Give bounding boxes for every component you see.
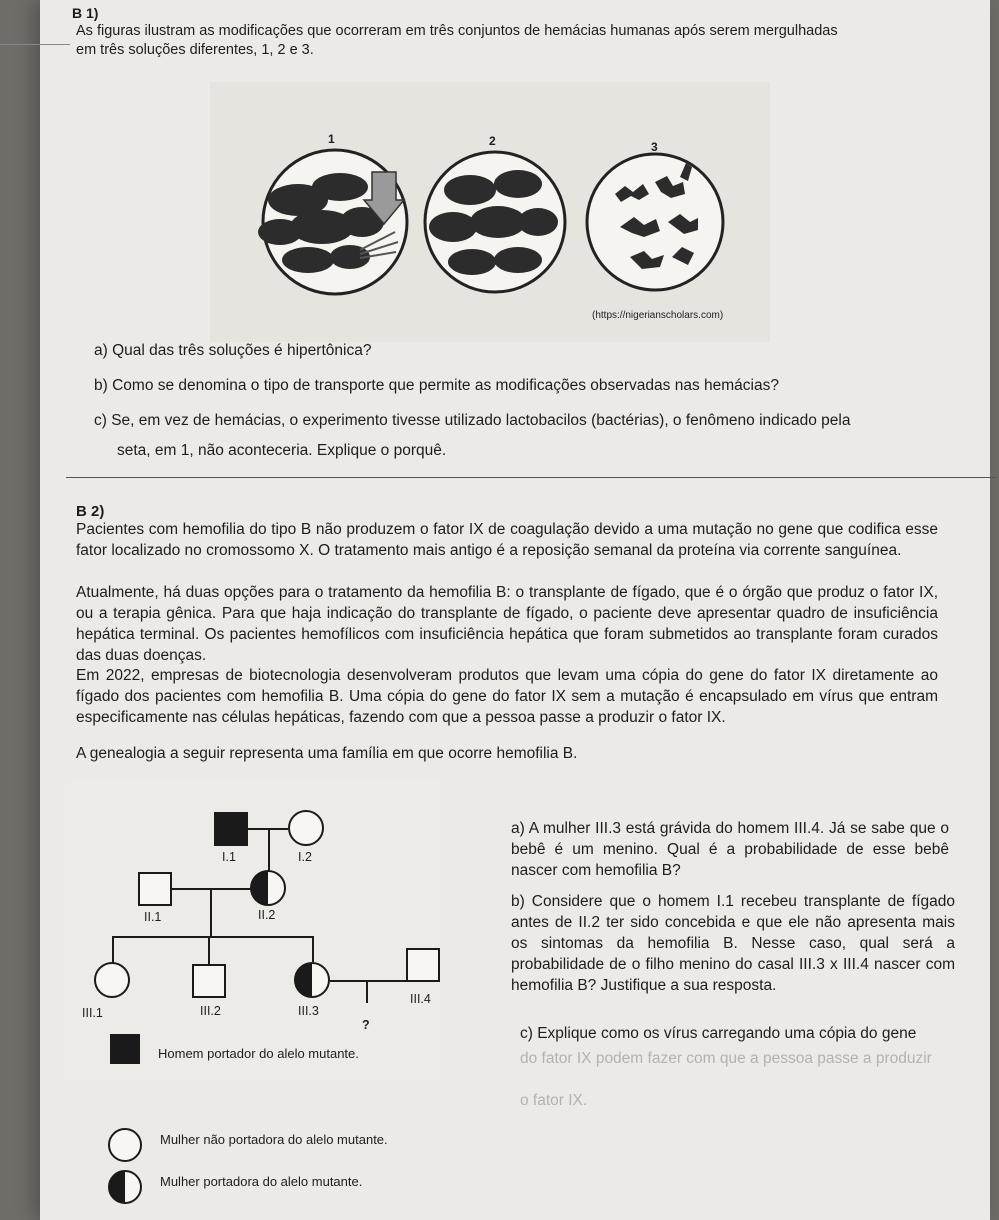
figure-label-2: 2 xyxy=(489,134,496,148)
pedigree-III1-female xyxy=(94,962,130,998)
descent-line xyxy=(312,936,314,962)
pedigree-label-I1: I.1 xyxy=(222,850,236,864)
question-b1-c: c) Se, em vez de hemácias, o experimento tivesse utilizado lactobacilos (bactérias), o fenômeno indicado pela xyxy=(94,412,851,429)
question-b2-a: a) A mulher III.3 está grávida do homem III.4. Já se sabe que o bebê é um menino. Qual é a probabilidade de esse bebê nascer com hemofilia B? xyxy=(511,820,949,879)
pedigree-label-II1: II.1 xyxy=(144,910,162,924)
section-divider xyxy=(66,477,996,478)
descent-line xyxy=(208,936,210,964)
pedigree-label-III4: III.4 xyxy=(410,992,431,1006)
question-b2-c-continued-2: o fator IX. xyxy=(520,1092,588,1109)
descent-line xyxy=(112,936,114,964)
question-b2-b: b) Considere que o homem I.1 recebeu transplante de fígado antes de II.2 ter sido concebida e que ele não apresenta mais os sintomas da hemofilia B. Nesse caso, qual será a probabilidade de o filho menino do casal III.3 x III.4 nascer com hemofilia B? Justifique a sua resposta. xyxy=(511,893,955,994)
solution-3-circle xyxy=(587,154,723,290)
question-b2-paragraph-2: Atualmente, há duas opções para o tratamento da hemofilia B: o transplante de fígado, que é o órgão que produz o fator IX, ou a terapia gênica. Para que haja indicação do transplante de fígado, o paciente deve apresentar quadro de insuficiência hepática terminal. Os pacientes hemofílicos com insuficiência hepática que foram submetidos ao transplante foram curados das duas doenças. xyxy=(76,584,938,664)
legend-male-carrier: Homem portador do alelo mutante. xyxy=(158,1046,359,1061)
pedigree-label-I2: I.2 xyxy=(298,850,312,864)
pedigree-III3-female-carrier xyxy=(294,962,330,998)
figure-label-1: 1 xyxy=(328,132,335,146)
pedigree-I2-female xyxy=(288,810,324,846)
question-b2-paragraph-1: Pacientes com hemofilia do tipo B não produzem o fator IX de coagulação devido a uma mutação no gene que codifica esse fator localizado no cromossomo X. O tratamento mais antigo é a reposição semanal da proteína via corrente sanguínea. xyxy=(76,521,938,559)
question-b2-number: B 2) xyxy=(76,503,105,520)
figure-label-3: 3 xyxy=(651,140,658,154)
pedigree-unknown-child: ? xyxy=(362,1018,370,1032)
erythrocytes-drawing xyxy=(210,82,770,342)
figure-source: (https://nigerianscholars.com) xyxy=(592,310,724,321)
erythrocytes-figure xyxy=(210,82,770,342)
question-b1-c-2: seta, em 1, não aconteceria. Explique o porquê. xyxy=(117,442,447,459)
legend-male-carrier-symbol xyxy=(110,1034,140,1064)
sibship-line xyxy=(112,936,314,938)
pedigree-III4-male xyxy=(406,948,440,982)
question-b2-paragraph-3: Em 2022, empresas de biotecnologia desenvolveram produtos que levam uma cópia do gene do fator IX diretamente ao fígado dos pacientes com hemofilia B. Uma cópia do gene do fator IX sem a mutação é encapsulado em vírus que entram especificamente nas células hepáticas, fazendo com que a pessoa passe a produzir o fator IX. xyxy=(76,667,938,726)
mating-line xyxy=(330,980,406,982)
descent-line xyxy=(268,829,270,871)
legend-female-carrier: Mulher portadora do alelo mutante. xyxy=(160,1174,363,1189)
pedigree-label-III3: III.3 xyxy=(298,1004,319,1018)
solution-2-circle xyxy=(425,152,565,292)
question-b1-intro: As figuras ilustram as modificações que ocorreram em três conjuntos de hemácias humanas após serem mergulhadas xyxy=(76,23,838,39)
pedigree-III2-male xyxy=(192,964,226,998)
pedigree-I1-male-carrier xyxy=(214,812,248,846)
legend-female-noncarrier-symbol xyxy=(108,1128,142,1162)
question-b1-number: B 1) xyxy=(72,5,99,21)
divider xyxy=(0,44,70,45)
pedigree-label-III2: III.2 xyxy=(200,1004,221,1018)
solution-1-circle xyxy=(258,150,407,294)
question-b1-intro-2: em três soluções diferentes, 1, 2 e 3. xyxy=(76,42,314,58)
descent-line xyxy=(210,889,212,937)
question-b1-b: b) Como se denomina o tipo de transporte que permite as modificações observadas nas hemácias? xyxy=(94,377,779,394)
pedigree-label-II2: II.2 xyxy=(258,908,276,922)
question-b2-paragraph-4: A genealogia a seguir representa uma família em que ocorre hemofilia B. xyxy=(76,745,578,762)
question-b2-c-continued: do fator IX podem fazer com que a pessoa passe a produzir xyxy=(520,1050,932,1067)
legend-female-noncarrier: Mulher não portadora do alelo mutante. xyxy=(160,1132,388,1147)
legend-female-carrier-symbol xyxy=(108,1170,142,1204)
pedigree-label-III1: III.1 xyxy=(82,1006,103,1020)
pedigree-II1-male xyxy=(138,872,172,906)
descent-line xyxy=(366,981,368,1003)
question-b1-a: a) Qual das três soluções é hipertônica? xyxy=(94,342,372,359)
pedigree-chart xyxy=(66,780,440,1080)
question-b2-c: c) Explique como os vírus carregando uma cópia do gene xyxy=(520,1025,917,1042)
pedigree-II2-female-carrier xyxy=(250,870,286,906)
